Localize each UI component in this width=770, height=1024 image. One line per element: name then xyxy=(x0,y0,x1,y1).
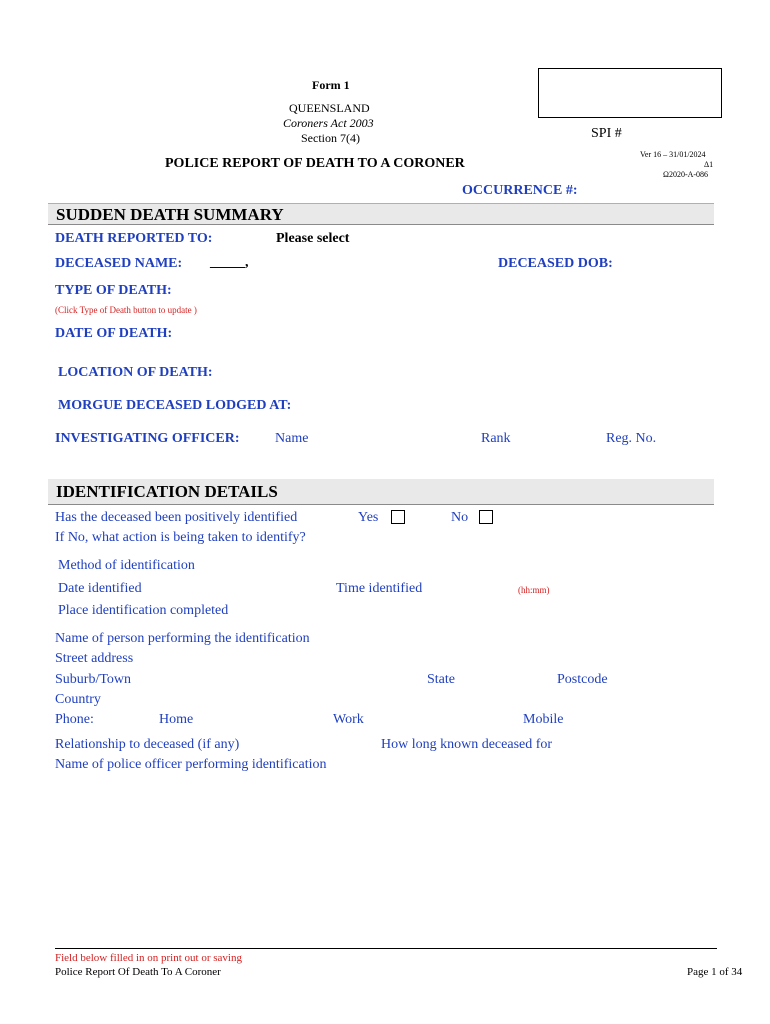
occurrence-label: OCCURRENCE #: xyxy=(462,183,578,198)
section-header-identification xyxy=(48,479,714,505)
state-label: QUEENSLAND xyxy=(289,101,370,115)
positively-identified-question: Has the deceased been positively identified xyxy=(55,510,298,525)
date-of-death-label: DATE OF DEATH: xyxy=(55,326,173,341)
type-of-death-hint: (Click Type of Death button to update ) xyxy=(55,305,197,315)
death-reported-to-label: DEATH REPORTED TO: xyxy=(55,231,213,246)
officer-rank-label: Rank xyxy=(481,431,511,446)
section-header-summary xyxy=(48,203,714,225)
identify-action-question: If No, what action is being taken to identify? xyxy=(55,530,306,545)
spi-label: SPI # xyxy=(591,126,622,141)
place-label: Place identification completed xyxy=(58,603,229,618)
act-label: Coroners Act 2003 xyxy=(283,116,374,130)
date-identified-label: Date identified xyxy=(58,581,142,596)
form-number: Form 1 xyxy=(312,78,350,92)
yes-label: Yes xyxy=(358,510,379,525)
no-checkbox[interactable] xyxy=(479,510,493,524)
identifier-name-label: Name of person performing the identification xyxy=(55,631,310,646)
mobile-phone-label: Mobile xyxy=(523,712,564,727)
yes-checkbox[interactable] xyxy=(391,510,405,524)
death-reported-to-select[interactable]: Please select xyxy=(276,231,350,246)
form-code: Ω2020-A-086 xyxy=(663,170,709,179)
phone-label: Phone: xyxy=(55,712,94,727)
spi-number-field[interactable] xyxy=(538,68,722,118)
type-of-death-label[interactable]: TYPE OF DEATH: xyxy=(55,283,172,298)
investigating-officer-label: INVESTIGATING OFFICER: xyxy=(55,431,240,446)
section-label: Section 7(4) xyxy=(301,131,360,145)
officer-reg-label: Reg. No. xyxy=(606,431,657,446)
delta-label: Δ1 xyxy=(704,160,714,169)
footer-note: Field below filled in on print out or saving xyxy=(55,952,242,964)
postcode-label: Postcode xyxy=(557,672,608,687)
footer-divider xyxy=(55,948,717,949)
deceased-name-label: DECEASED NAME: xyxy=(55,256,183,271)
relationship-label: Relationship to deceased (if any) xyxy=(55,737,240,752)
deceased-dob-label: DECEASED DOB: xyxy=(498,256,613,271)
time-identified-label: Time identified xyxy=(336,581,423,596)
country-label: Country xyxy=(55,692,101,707)
version-label: Ver 16 – 31/01/2024 xyxy=(640,150,706,159)
work-phone-label: Work xyxy=(333,712,364,727)
how-long-known-label: How long known deceased for xyxy=(381,737,553,752)
summary-heading: SUDDEN DEATH SUMMARY xyxy=(56,205,284,224)
officer-name-label: Name xyxy=(275,431,309,446)
page-title: POLICE REPORT OF DEATH TO A CORONER xyxy=(165,156,465,171)
page-number: Page 1 of 34 xyxy=(687,966,743,978)
footer-doc-title: Police Report Of Death To A Coroner xyxy=(55,966,221,978)
no-label: No xyxy=(451,510,469,525)
street-address-label: Street address xyxy=(55,651,134,666)
state-field-label: State xyxy=(427,672,455,687)
method-label: Method of identification xyxy=(58,558,195,573)
location-of-death-label: LOCATION OF DEATH: xyxy=(58,365,213,380)
morgue-label: MORGUE DECEASED LODGED AT: xyxy=(58,398,292,413)
home-phone-label: Home xyxy=(159,712,194,727)
suburb-label: Suburb/Town xyxy=(55,672,132,687)
time-format-hint: (hh:mm) xyxy=(518,585,550,595)
identification-heading: IDENTIFICATION DETAILS xyxy=(56,482,278,501)
identifying-officer-label: Name of police officer performing identification xyxy=(55,757,327,772)
deceased-name-value[interactable]: _____, xyxy=(210,255,249,270)
